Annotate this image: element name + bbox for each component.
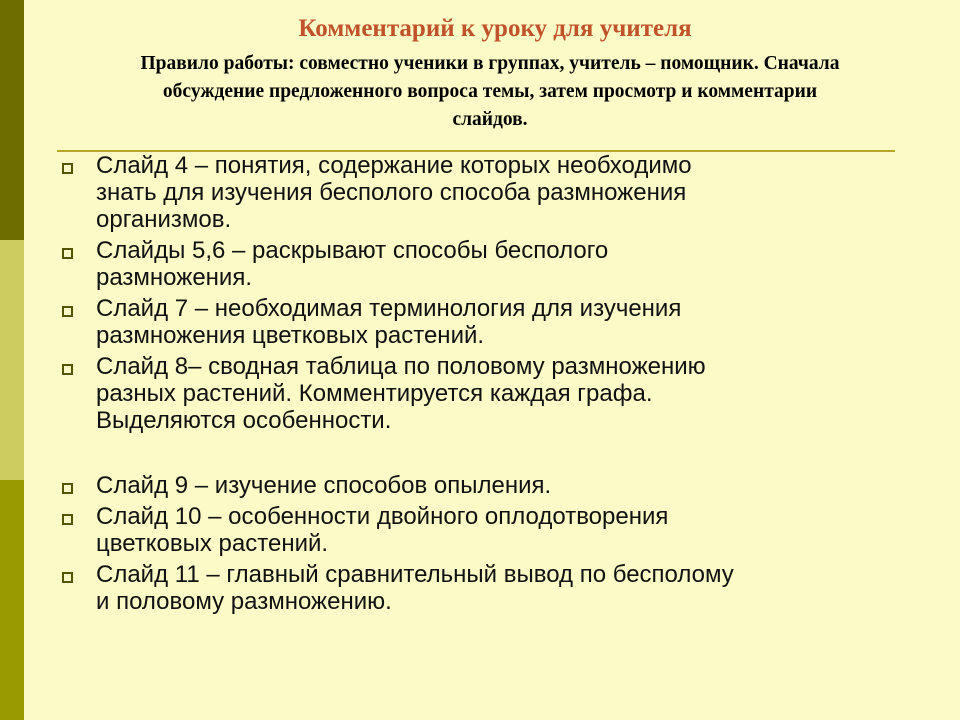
bullet-text: знать для изучения бесполого способа размножения: [96, 179, 687, 206]
bullet-item: [62, 295, 932, 349]
bullet-text: Выделяются особенности.: [96, 407, 392, 434]
subtitle-line: Правило работы: совместно ученики в группах, учитель – помощник. Сначала: [140, 53, 840, 74]
bullet-text: Слайд 8– сводная таблица по половому размножению: [96, 353, 706, 380]
bullet-list: [62, 152, 932, 619]
subtitle-line: обсуждение предложенного вопроса темы, затем просмотр и комментарии: [162, 81, 818, 102]
bullet-text: размножения.: [96, 264, 252, 291]
bullet-text: Слайд 7 – необходимая терминология для изучения: [96, 295, 682, 322]
bullet-text: разных растений. Комментируется каждая графа.: [96, 380, 653, 407]
bullet-item: [62, 561, 932, 615]
sidebar-stripe-top: [0, 0, 24, 240]
slide-subtitle: [40, 50, 940, 134]
bullet-text: Слайды 5,6 – раскрывают способы бесполого: [96, 237, 609, 264]
sidebar-stripe-middle: [0, 240, 24, 480]
hollow-square-icon: [62, 364, 73, 375]
bullet-text: Слайд 9 – изучение способов опыления.: [96, 472, 552, 499]
bullet-text: размножения цветковых растений.: [96, 322, 485, 349]
bullet-item: [62, 237, 932, 291]
bullet-text: Слайд 4 – понятия, содержание которых необходимо: [96, 152, 692, 179]
sidebar-stripe-bottom: [0, 480, 24, 720]
bullet-text: и половому размножению.: [96, 588, 392, 615]
bullet-item: [62, 503, 932, 557]
hollow-square-icon: [62, 248, 73, 259]
slide-title: Комментарий к уроку для учителя: [298, 15, 692, 42]
bullet-item: [62, 152, 932, 233]
hollow-square-icon: [62, 163, 73, 174]
hollow-square-icon: [62, 306, 73, 317]
bullet-text: организмов.: [96, 206, 232, 233]
bullet-item: [62, 472, 932, 499]
bullet-text: цветковых растений.: [96, 530, 329, 557]
bullet-item: [62, 353, 932, 434]
hollow-square-icon: [62, 483, 73, 494]
subtitle-line: слайдов.: [452, 109, 528, 130]
hollow-square-icon: [62, 514, 73, 525]
hollow-square-icon: [62, 572, 73, 583]
bullet-text: Слайд 11 – главный сравнительный вывод по бесполому: [96, 561, 734, 588]
bullet-text: Слайд 10 – особенности двойного оплодотворения: [96, 503, 669, 530]
